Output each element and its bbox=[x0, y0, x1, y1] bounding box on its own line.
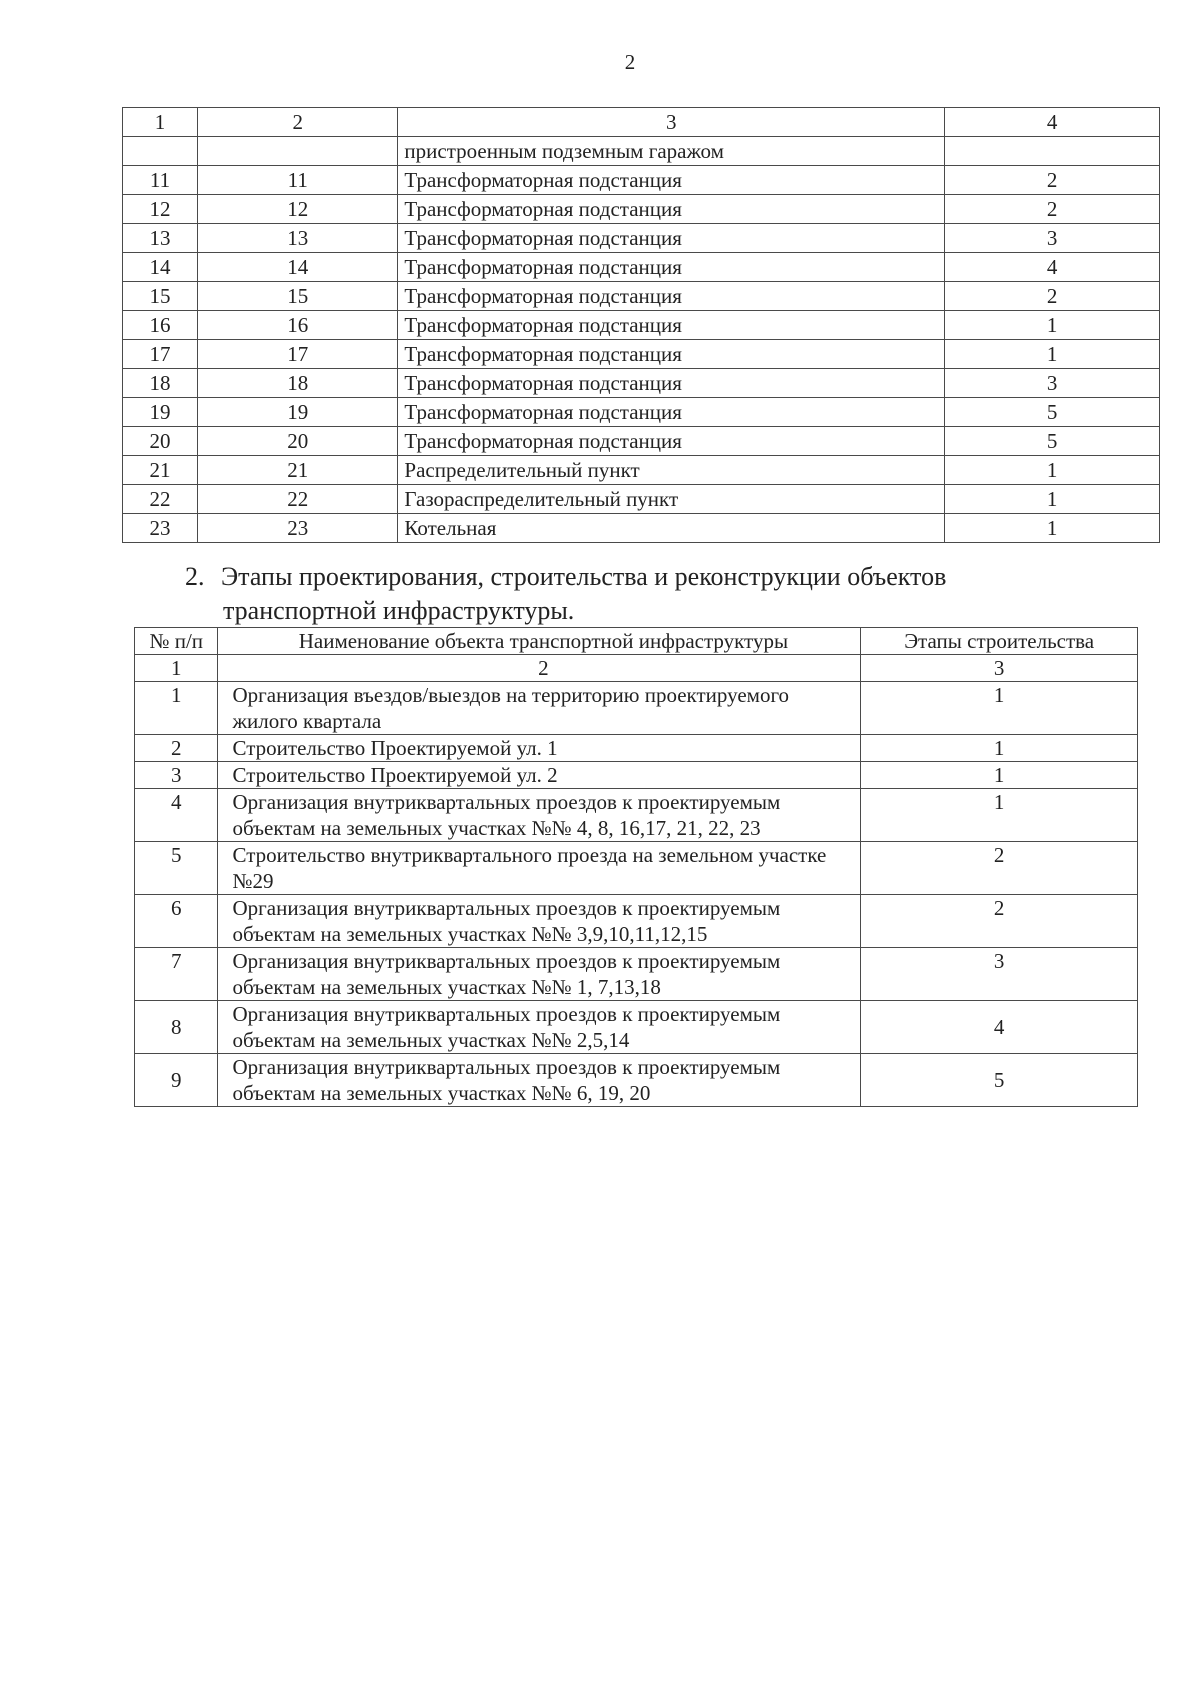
section-2-heading bbox=[185, 560, 1115, 628]
col-header-number: № п/п bbox=[135, 628, 218, 655]
stage-cell: 3 bbox=[945, 224, 1160, 253]
stage-cell: 2 bbox=[945, 166, 1160, 195]
stage-cell: 1 bbox=[861, 789, 1138, 842]
object-name-cell: Строительство Проектируемой ул. 2 bbox=[218, 762, 861, 789]
object-name-cell: Организация внутриквартальных проездов к проектируемым объектам на земельных участках №№ 3,9,10,11,12,15 bbox=[218, 895, 861, 948]
stage-cell: 1 bbox=[861, 762, 1138, 789]
table2-header-row bbox=[135, 628, 1138, 655]
page-number: 2 bbox=[624, 50, 636, 74]
table1-row bbox=[123, 398, 1160, 427]
row-index-cell: 23 bbox=[123, 514, 198, 543]
table1-row bbox=[123, 195, 1160, 224]
table1-row bbox=[123, 166, 1160, 195]
stage-cell: 3 bbox=[945, 369, 1160, 398]
stage-cell: 3 bbox=[861, 948, 1138, 1001]
stage-cell: 4 bbox=[945, 253, 1160, 282]
stage-cell bbox=[945, 137, 1160, 166]
table1-row bbox=[123, 369, 1160, 398]
table2-row bbox=[135, 1001, 1138, 1054]
plot-number-cell: 12 bbox=[198, 195, 398, 224]
index-cell-1: 1 bbox=[135, 655, 218, 682]
table1-row bbox=[123, 137, 1160, 166]
section-title-line2: транспортной инфраструктуры. bbox=[223, 596, 575, 625]
table2-row bbox=[135, 682, 1138, 735]
object-name-cell: Организация въездов/выездов на территорию проектируемого жилого квартала bbox=[218, 682, 861, 735]
row-number-cell: 9 bbox=[135, 1054, 218, 1107]
table1-row bbox=[123, 427, 1160, 456]
table2-index-row bbox=[135, 655, 1138, 682]
plot-number-cell: 14 bbox=[198, 253, 398, 282]
table1-col-header-2: 2 bbox=[198, 108, 398, 137]
stage-cell: 1 bbox=[945, 485, 1160, 514]
object-name-cell: Трансформаторная подстанция bbox=[398, 282, 945, 311]
row-number-cell: 3 bbox=[135, 762, 218, 789]
row-index-cell: 11 bbox=[123, 166, 198, 195]
table1-row bbox=[123, 514, 1160, 543]
col-header-object-name: Наименование объекта транспортной инфраструктуры bbox=[218, 628, 861, 655]
object-name-cell: Котельная bbox=[398, 514, 945, 543]
plot-number-cell: 19 bbox=[198, 398, 398, 427]
table2-row bbox=[135, 762, 1138, 789]
plot-number-cell: 16 bbox=[198, 311, 398, 340]
table1-row bbox=[123, 253, 1160, 282]
object-name-cell: Распределительный пункт bbox=[398, 456, 945, 485]
stage-cell: 1 bbox=[861, 735, 1138, 762]
object-name-cell: Трансформаторная подстанция bbox=[398, 427, 945, 456]
stage-cell: 5 bbox=[861, 1054, 1138, 1107]
table1-row bbox=[123, 340, 1160, 369]
object-name-cell: Газораспределительный пункт bbox=[398, 485, 945, 514]
plot-number-cell: 21 bbox=[198, 456, 398, 485]
stage-cell: 2 bbox=[861, 895, 1138, 948]
object-name-cell: Строительство внутриквартального проезда на земельном участке №29 bbox=[218, 842, 861, 895]
stage-cell: 1 bbox=[945, 514, 1160, 543]
row-index-cell: 12 bbox=[123, 195, 198, 224]
stage-cell: 1 bbox=[861, 682, 1138, 735]
object-name-cell: Трансформаторная подстанция bbox=[398, 166, 945, 195]
row-number-cell: 4 bbox=[135, 789, 218, 842]
plot-number-cell: 11 bbox=[198, 166, 398, 195]
stage-cell: 5 bbox=[945, 398, 1160, 427]
plot-number-cell: 13 bbox=[198, 224, 398, 253]
table1-row bbox=[123, 311, 1160, 340]
object-name-cell: Трансформаторная подстанция bbox=[398, 369, 945, 398]
row-index-cell: 16 bbox=[123, 311, 198, 340]
object-name-cell: Организация внутриквартальных проездов к проектируемым объектам на земельных участках №№ 6, 19, 20 bbox=[218, 1054, 861, 1107]
object-name-cell: Организация внутриквартальных проездов к проектируемым объектам на земельных участках №№ 2,5,14 bbox=[218, 1001, 861, 1054]
object-name-cell: Трансформаторная подстанция bbox=[398, 398, 945, 427]
section-number: 2. bbox=[185, 562, 205, 591]
stage-cell: 2 bbox=[945, 282, 1160, 311]
stage-cell: 1 bbox=[945, 456, 1160, 485]
row-number-cell: 7 bbox=[135, 948, 218, 1001]
plot-number-cell: 18 bbox=[198, 369, 398, 398]
row-index-cell: 20 bbox=[123, 427, 198, 456]
table1-col-header-1: 1 bbox=[123, 108, 198, 137]
stage-cell: 5 bbox=[945, 427, 1160, 456]
stage-cell: 4 bbox=[861, 1001, 1138, 1054]
row-index-cell: 15 bbox=[123, 282, 198, 311]
index-cell-3: 3 bbox=[861, 655, 1138, 682]
row-index-cell: 22 bbox=[123, 485, 198, 514]
table1-col-header-4: 4 bbox=[945, 108, 1160, 137]
stage-cell: 1 bbox=[945, 311, 1160, 340]
section-title-line1: Этапы проектирования, строительства и реконструкции объектов bbox=[221, 562, 947, 591]
index-cell-2: 2 bbox=[218, 655, 861, 682]
object-name-cell: Трансформаторная подстанция bbox=[398, 195, 945, 224]
table2-row bbox=[135, 789, 1138, 842]
table1-row bbox=[123, 224, 1160, 253]
col-header-stages: Этапы строительства bbox=[861, 628, 1138, 655]
row-index-cell: 13 bbox=[123, 224, 198, 253]
table2-row bbox=[135, 842, 1138, 895]
object-name-cell: Трансформаторная подстанция bbox=[398, 311, 945, 340]
plot-number-cell: 22 bbox=[198, 485, 398, 514]
table2-row bbox=[135, 1054, 1138, 1107]
row-index-cell bbox=[123, 137, 198, 166]
stage-cell: 2 bbox=[945, 195, 1160, 224]
object-name-cell: Организация внутриквартальных проездов к проектируемым объектам на земельных участках №№ 4, 8, 16,17, 21, 22, 23 bbox=[218, 789, 861, 842]
object-name-cell: Трансформаторная подстанция bbox=[398, 340, 945, 369]
row-index-cell: 17 bbox=[123, 340, 198, 369]
row-index-cell: 21 bbox=[123, 456, 198, 485]
table2-row bbox=[135, 948, 1138, 1001]
facilities-table-continued bbox=[122, 107, 1160, 543]
row-number-cell: 2 bbox=[135, 735, 218, 762]
plot-number-cell: 17 bbox=[198, 340, 398, 369]
plot-number-cell: 23 bbox=[198, 514, 398, 543]
row-index-cell: 18 bbox=[123, 369, 198, 398]
object-name-cell: Трансформаторная подстанция bbox=[398, 224, 945, 253]
plot-number-cell: 15 bbox=[198, 282, 398, 311]
row-number-cell: 1 bbox=[135, 682, 218, 735]
table1-row bbox=[123, 485, 1160, 514]
table1-row bbox=[123, 456, 1160, 485]
row-index-cell: 19 bbox=[123, 398, 198, 427]
object-name-cell: Трансформаторная подстанция bbox=[398, 253, 945, 282]
table2-row bbox=[135, 895, 1138, 948]
row-number-cell: 8 bbox=[135, 1001, 218, 1054]
row-index-cell: 14 bbox=[123, 253, 198, 282]
object-name-cell: пристроенным подземным гаражом bbox=[398, 137, 945, 166]
table1-header-row bbox=[123, 108, 1160, 137]
object-name-cell: Организация внутриквартальных проездов к проектируемым объектам на земельных участках №№ 1, 7,13,18 bbox=[218, 948, 861, 1001]
table2-row bbox=[135, 735, 1138, 762]
stage-cell: 2 bbox=[861, 842, 1138, 895]
transport-infrastructure-table bbox=[134, 627, 1138, 1107]
row-number-cell: 5 bbox=[135, 842, 218, 895]
row-number-cell: 6 bbox=[135, 895, 218, 948]
plot-number-cell: 20 bbox=[198, 427, 398, 456]
table1-row bbox=[123, 282, 1160, 311]
object-name-cell: Строительство Проектируемой ул. 1 bbox=[218, 735, 861, 762]
table1-col-header-3: 3 bbox=[398, 108, 945, 137]
stage-cell: 1 bbox=[945, 340, 1160, 369]
plot-number-cell bbox=[198, 137, 398, 166]
